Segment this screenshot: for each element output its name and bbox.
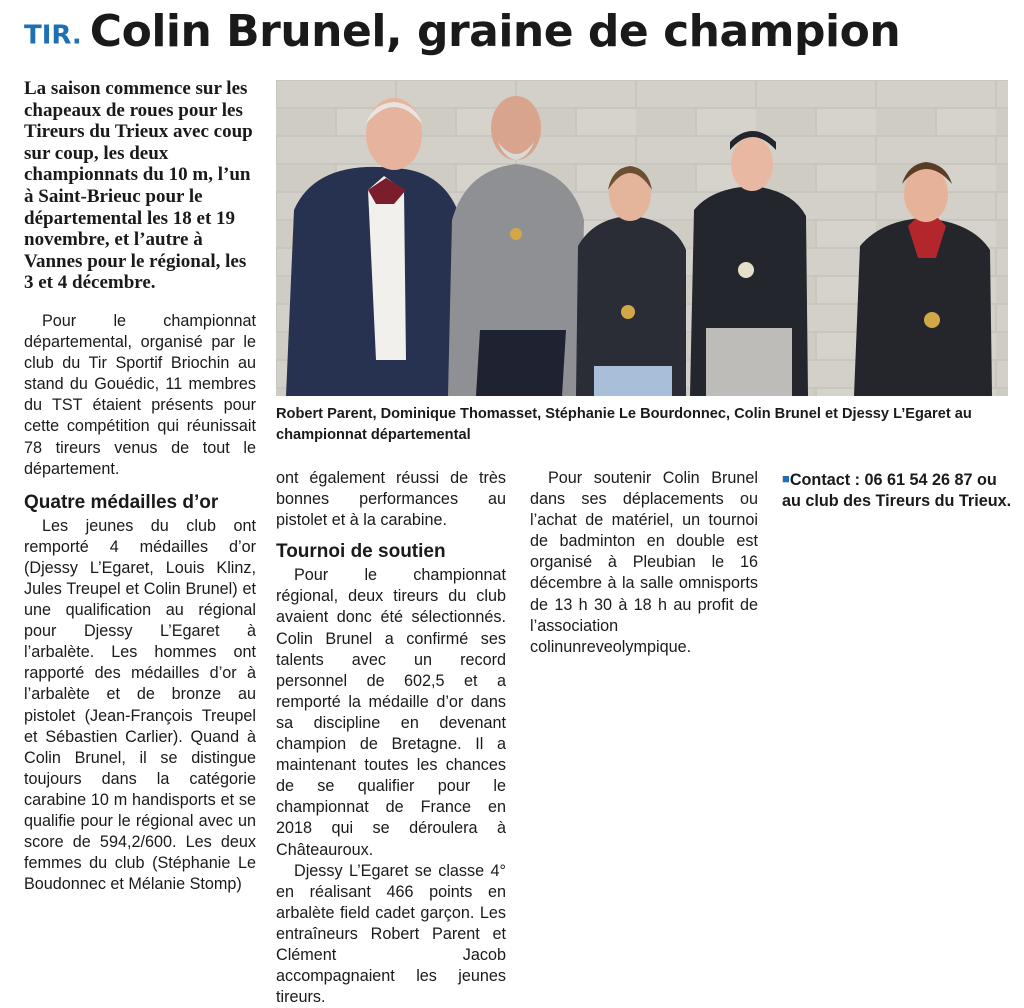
column-4 xyxy=(782,468,1012,512)
contact-line xyxy=(782,468,1012,512)
paragraph-departemental: Pour le championnat départemental, organisé par le club du Tir Sportif Briochin au stand du Gouédic, 11 membres du TST étaient présents pour cette compétition qui réunissait 78 tireurs venus de tout le département. xyxy=(24,311,256,478)
subheading-medailles: Quatre médailles d’or xyxy=(24,491,219,513)
column-2 xyxy=(276,468,506,1008)
paragraph-soutien: Pour soutenir Colin Brunel dans ses déplacements ou l’achat de matériel, un tournoi de badminton en double est organisé à Pleubian le 16 décembre à la salle omnisports de 13 h 30 à 18 h au profit de l’association colinunreveolympique. xyxy=(530,469,758,656)
article-title xyxy=(24,6,1014,57)
square-bullet-icon: ■ xyxy=(782,471,790,486)
team-photo xyxy=(276,80,1008,396)
team-photo-illustration xyxy=(276,80,1008,396)
contact-text: Contact : 06 61 54 26 87 ou au club des Tireurs du Trieux. xyxy=(782,471,1012,511)
paragraph-medailles: Les jeunes du club ont remporté 4 médailles d’or (Djessy L’Egaret, Louis Klinz, Jules Treupel et Colin Brunel) et une qualification au régional pour Djessy L’Egaret à l’arbalète. Les hommes ont rapporté des médailles d’or à l’arbalète et de bronze au pistolet (Jean-François Treupel et Sébastien Carlier). Quand à Colin Brunel, il se distingue toujours dans la catégorie carabine 10 m handisports et se qualifie pour le régional avec un score de 594,2/600. Les deux femmes du club (Stéphanie Le Boudonnec et Mélanie Stomp) xyxy=(24,516,256,894)
lead-paragraph: La saison commence sur les chapeaux de roues pour les Tireurs du Trieux avec coup sur coup, les deux championnats du 10 m, l’un à Saint-Brieuc pour le départemental les 18 et 19 novembre, et l’autre à Vannes pour le régional, les 3 et 4 décembre. xyxy=(24,78,253,294)
paragraph-regional: Pour le championnat régional, deux tireurs du club avaient donc été sélectionnés. Colin Brunel a confirmé ses talents avec un record personnel de 602,5 et a remporté la médaille d’or dans sa discipline en devenant champion de Bretagne. Il a maintenant toutes les chances de se qualifier pour le championnat de France en 2018 qui se déroulera à Châteauroux. xyxy=(276,566,506,859)
photo-caption: Robert Parent, Dominique Thomasset, Stéphanie Le Bourdonnec, Colin Brunel et Djessy L’Egaret au championnat départemental xyxy=(276,406,972,443)
paragraph-medailles-continued: ont également réussi de très bonnes performances au pistolet et à la carabine. xyxy=(276,469,506,530)
section-tag: TIR. xyxy=(24,20,82,51)
column-3 xyxy=(530,468,758,656)
headline: Colin Brunel, graine de champion xyxy=(89,6,901,57)
paragraph-egaret: Djessy L’Egaret se classe 4° en réalisant 466 points en arbalète field cadet garçon. Les entraîneurs Robert Parent et Clément Jacob accompagnaient les jeunes tireurs. xyxy=(276,861,506,1007)
subheading-tournoi: Tournoi de soutien xyxy=(276,541,446,563)
column-1 xyxy=(24,78,256,895)
